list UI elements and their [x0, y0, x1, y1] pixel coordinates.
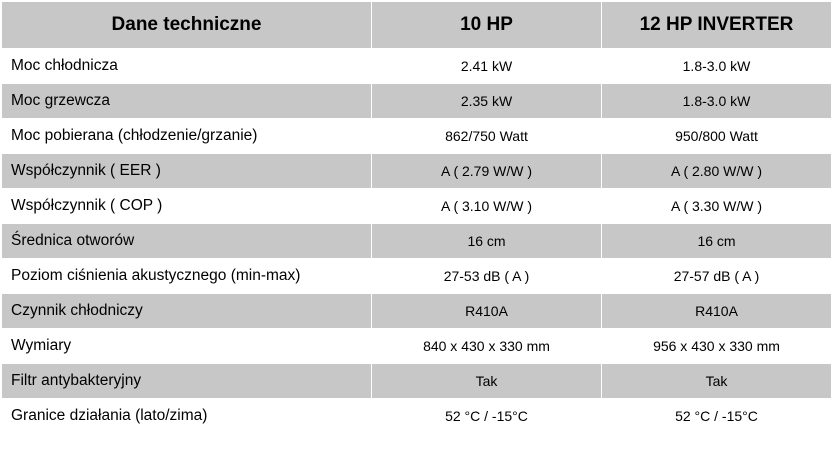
value-10hp: 2.35 kW	[372, 84, 602, 119]
value-12hp: 52 °C / -15°C	[602, 399, 832, 434]
table-row	[2, 154, 832, 189]
row-label: Moc pobierana (chłodzenie/grzanie)	[2, 119, 372, 154]
table-row	[2, 84, 832, 119]
value-12hp: A ( 2.80 W/W )	[602, 154, 832, 189]
header-10hp: 10 HP	[372, 2, 602, 49]
value-12hp: 950/800 Watt	[602, 119, 832, 154]
value-10hp: 16 cm	[372, 224, 602, 259]
value-12hp: 956 x 430 x 330 mm	[602, 329, 832, 364]
table-row	[2, 294, 832, 329]
technical-specs-table	[1, 1, 832, 434]
value-12hp: 1.8-3.0 kW	[602, 49, 832, 84]
value-10hp: 2.41 kW	[372, 49, 602, 84]
value-10hp: A ( 3.10 W/W )	[372, 189, 602, 224]
table-row	[2, 119, 832, 154]
table-row	[2, 224, 832, 259]
row-label: Współczynnik ( COP )	[2, 189, 372, 224]
row-label: Moc chłodnicza	[2, 49, 372, 84]
row-label: Filtr antybakteryjny	[2, 364, 372, 399]
value-12hp: R410A	[602, 294, 832, 329]
table-row	[2, 399, 832, 434]
row-label: Współczynnik ( EER )	[2, 154, 372, 189]
table-row	[2, 364, 832, 399]
table-row	[2, 49, 832, 84]
value-12hp: 27-57 dB ( A )	[602, 259, 832, 294]
row-label: Wymiary	[2, 329, 372, 364]
table-row	[2, 329, 832, 364]
value-10hp: A ( 2.79 W/W )	[372, 154, 602, 189]
table-header-row	[2, 2, 832, 49]
value-12hp: Tak	[602, 364, 832, 399]
value-10hp: 840 x 430 x 330 mm	[372, 329, 602, 364]
header-specs: Dane techniczne	[2, 2, 372, 49]
value-10hp: 52 °C / -15°C	[372, 399, 602, 434]
row-label: Granice działania (lato/zima)	[2, 399, 372, 434]
value-12hp: A ( 3.30 W/W )	[602, 189, 832, 224]
value-10hp: 27-53 dB ( A )	[372, 259, 602, 294]
value-10hp: 862/750 Watt	[372, 119, 602, 154]
value-12hp: 16 cm	[602, 224, 832, 259]
value-12hp: 1.8-3.0 kW	[602, 84, 832, 119]
row-label: Średnica otworów	[2, 224, 372, 259]
row-label: Poziom ciśnienia akustycznego (min-max)	[2, 259, 372, 294]
row-label: Moc grzewcza	[2, 84, 372, 119]
table-row	[2, 189, 832, 224]
header-12hp-inverter: 12 HP INVERTER	[602, 2, 832, 49]
row-label: Czynnik chłodniczy	[2, 294, 372, 329]
value-10hp: R410A	[372, 294, 602, 329]
value-10hp: Tak	[372, 364, 602, 399]
table-row	[2, 259, 832, 294]
